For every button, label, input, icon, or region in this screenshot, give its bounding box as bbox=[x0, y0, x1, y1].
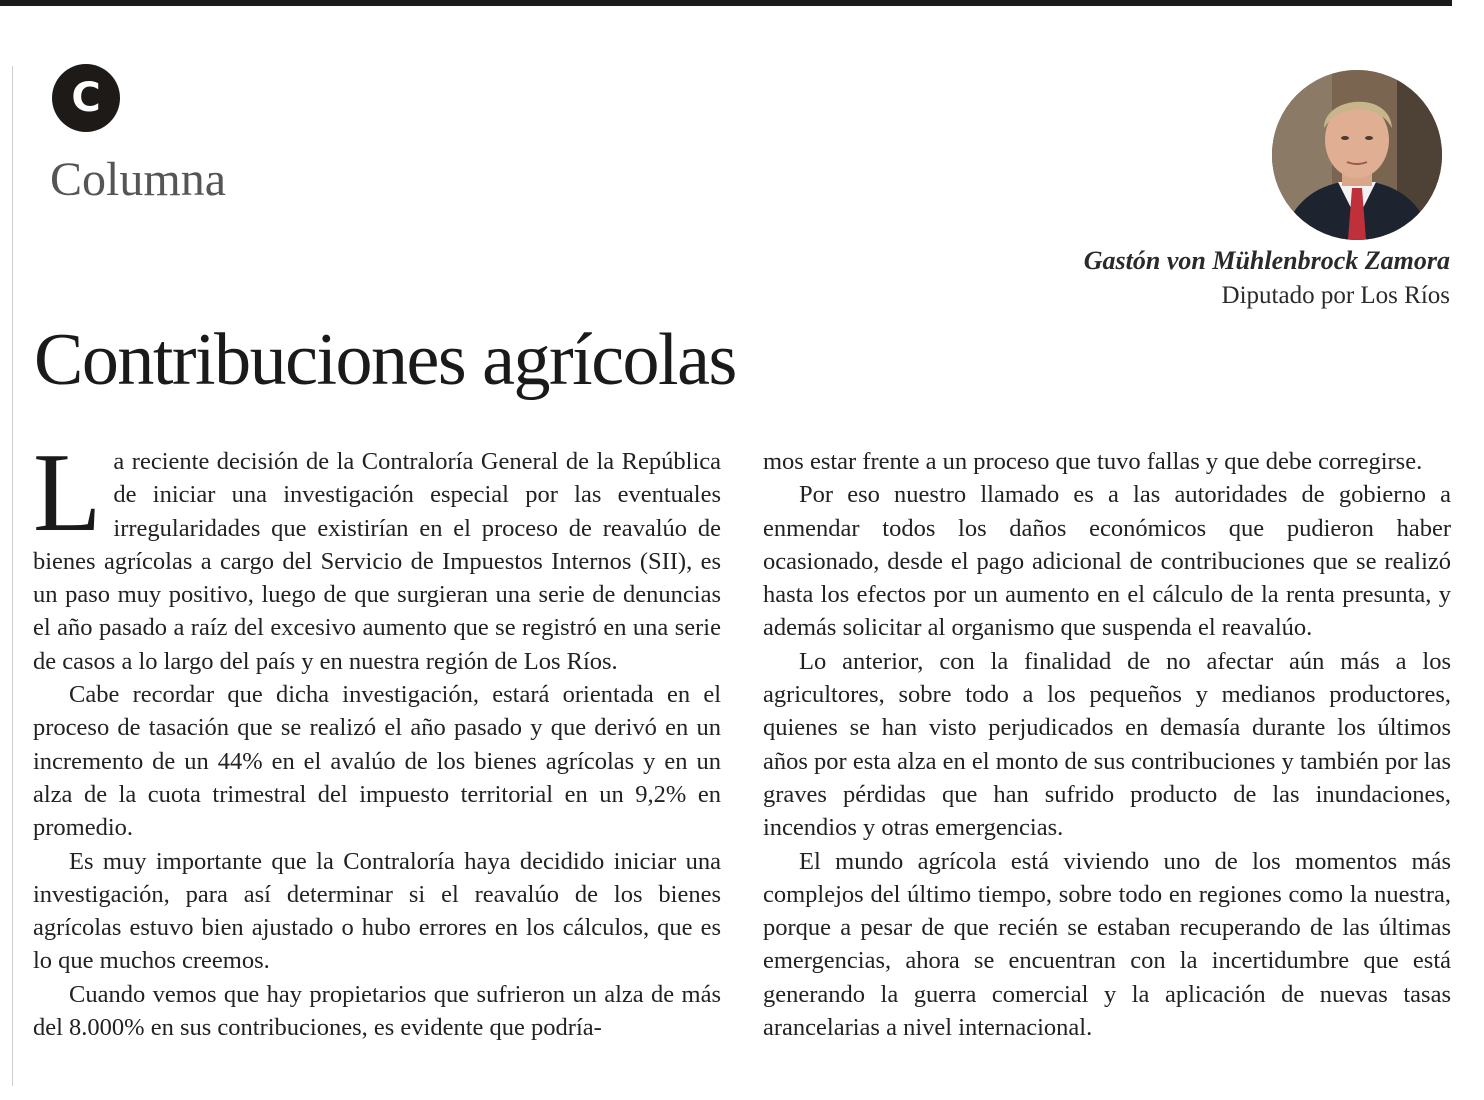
headline: Contribuciones agrícolas bbox=[34, 319, 736, 401]
author-role: Diputado por Los Ríos bbox=[1221, 282, 1450, 309]
article-column-right bbox=[763, 445, 1451, 1044]
article-paragraph-1 bbox=[33, 431, 721, 678]
left-margin-rule bbox=[12, 66, 13, 1086]
article-paragraph-5: Por eso nuestro llamado es a las autoridades de gobierno a enmendar todos los daños económicos que pudieron haber ocasionado, desde el pago adicional de contribuciones que se realizó hasta los efectos por un aumento en el cálculo de la renta presunta, y además solicitar al organismo que suspenda el reavalúo. bbox=[763, 481, 1451, 642]
article-paragraph-4-end: mos estar frente a un proceso que tuvo fallas y que debe corregirse. bbox=[763, 448, 1423, 475]
section-label: Columna bbox=[50, 153, 226, 206]
article-paragraph-7: El mundo agrícola está viviendo uno de los momentos más complejos del último tiempo, sobre todo en regiones como la nuestra, porque a pesar de que recién se estaban recuperando de las últimas emergencias, ahora se encuentran con la incertidumbre que está generando la guerra comercial y la aplicación de nuevas tasas arancelarias a nivel internacional. bbox=[763, 847, 1451, 1042]
article-paragraph-6: Lo anterior, con la finalidad de no afectar aún más a los agricultores, sobre todo a los pequeños y medianos productores, quienes se han visto perjudicados en demasía durante los últimos años por esta alza en el monto de sus contribuciones y también por las graves pérdidas que han sufrido producto de las inundaciones, incendios y otras emergencias. bbox=[763, 647, 1451, 842]
author-photo bbox=[1272, 70, 1442, 240]
top-rule bbox=[0, 0, 1452, 6]
drop-cap: L bbox=[33, 431, 102, 555]
article-column-left bbox=[33, 431, 721, 1044]
author-portrait-image bbox=[1272, 70, 1442, 240]
paragraph-1-text: a reciente decisión de la Contraloría General de la República de iniciar una investigación especial por las eventuales irregularidades que existirían en el proceso de reavalúo de bienes agrícolas a cargo del Servicio de Impuestos Internos (SII), es un paso muy positivo, luego de que surgieran una serie de denuncias el año pasado a raíz del excesivo aumento que se registró en una serie de casos a lo largo del país y en nuestra región de Los Ríos. bbox=[33, 448, 721, 675]
article-paragraph-2: Cabe recordar que dicha investigación, estará orientada en el proceso de tasación que se realizó el año pasado y que derivó en un incremento de un 44% en el avalúo de los bienes agrícolas y en un alza de la cuota trimestral del impuesto territorial en un 9,2% en promedio. bbox=[33, 681, 721, 842]
section-badge: C bbox=[52, 64, 120, 132]
article-paragraph-3: Es muy importante que la Contraloría haya decidido iniciar una investigación, para así determinar si el reavalúo de los bienes agrícolas estuvo bien ajustado o hubo errores en los cálculos, que es lo que muchos creemos. bbox=[33, 847, 721, 975]
article-paragraph-4-start: Cuando vemos que hay propietarios que sufrieron un alza de más del 8.000% en sus contribuciones, es evidente que podría- bbox=[33, 980, 721, 1042]
author-name: Gastón von Mühlenbrock Zamora bbox=[1083, 246, 1450, 275]
